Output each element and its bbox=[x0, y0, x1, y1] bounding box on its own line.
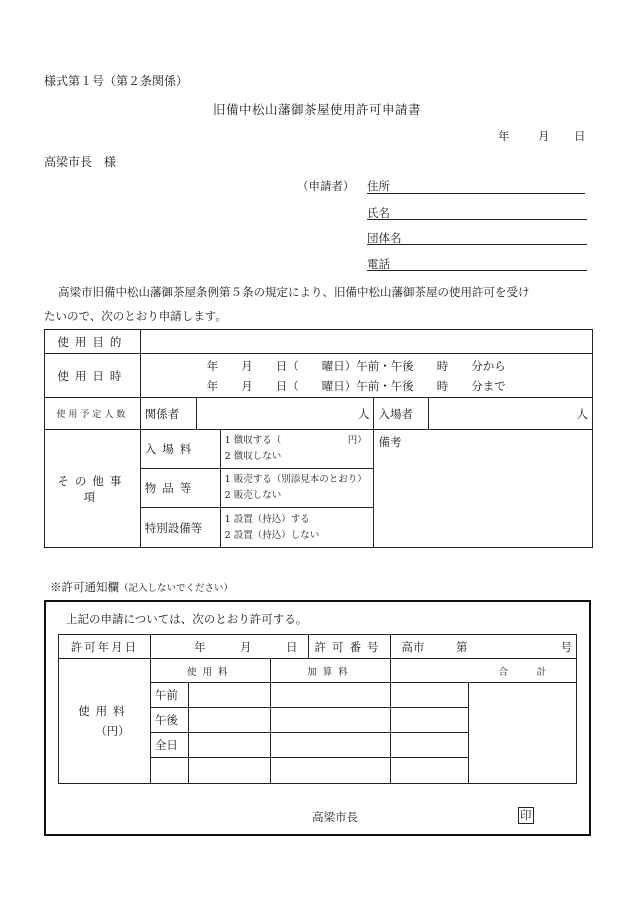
equipment-label: 特別設備等 bbox=[140, 508, 220, 548]
col-fee-header: 使用料 bbox=[150, 659, 270, 683]
staff-label: 関係者 bbox=[140, 398, 196, 430]
pm-fee-cell[interactable] bbox=[188, 708, 270, 733]
visitors-unit: 人 bbox=[576, 406, 588, 421]
visitors-label: 入場者 bbox=[374, 398, 429, 430]
permit-heading-note: （記入しないでください） bbox=[119, 583, 234, 594]
blank-add-cell-2[interactable] bbox=[391, 758, 469, 784]
page-title: 旧備中松山藩御茶屋使用許可申請書 bbox=[213, 102, 422, 117]
staff-unit: 人 bbox=[357, 406, 370, 421]
am-fee-cell[interactable] bbox=[188, 683, 270, 708]
group-field[interactable] bbox=[367, 244, 587, 245]
address-label: 住所 bbox=[367, 179, 390, 193]
staff-count-field[interactable] bbox=[196, 398, 374, 430]
day-add-cell[interactable] bbox=[270, 733, 391, 758]
permit-fee-label: 使用料 bbox=[78, 704, 131, 718]
visitors-count-field[interactable] bbox=[429, 398, 593, 430]
permit-date-value: 年 月 日 bbox=[194, 639, 298, 654]
group-label: 団体名 bbox=[367, 231, 402, 245]
equipment-options[interactable] bbox=[220, 508, 374, 548]
equipment-option-2[interactable]: 2 設置（持込）しない bbox=[224, 529, 320, 541]
goods-option-2[interactable]: 2 販売しない bbox=[224, 490, 282, 501]
permit-box bbox=[44, 600, 591, 836]
permit-number-label: 許可番号 bbox=[308, 635, 391, 659]
remarks-label: 備考 bbox=[378, 435, 402, 449]
permit-number-prefix: 高市 bbox=[401, 639, 425, 654]
date-day: 日 bbox=[574, 129, 586, 143]
permit-fee-label-cell bbox=[59, 659, 151, 784]
other-label: その他事項 bbox=[45, 430, 141, 548]
date-month: 月 bbox=[538, 129, 550, 143]
permit-date-field[interactable] bbox=[150, 635, 308, 659]
blank-label-cell bbox=[150, 758, 188, 784]
permit-heading-label: ※許可通知欄 bbox=[50, 580, 119, 594]
day-fee-cell[interactable] bbox=[188, 733, 270, 758]
date-year: 年 bbox=[498, 129, 510, 143]
am-add-cell-2[interactable] bbox=[391, 683, 469, 708]
equipment-option-1[interactable]: 1 設置（持込）する bbox=[224, 513, 310, 525]
col-total-header: 合 計 bbox=[469, 659, 577, 683]
permit-fee-unit: （円） bbox=[95, 724, 130, 738]
total-cell[interactable] bbox=[469, 683, 577, 784]
blank-fee-cell[interactable] bbox=[188, 758, 270, 784]
purpose-label: 使用目的 bbox=[45, 330, 141, 354]
seal-mark: 印 bbox=[520, 808, 532, 822]
phone-label: 電話 bbox=[367, 257, 390, 271]
permit-number-dai: 第 bbox=[456, 639, 468, 654]
pm-add-cell-2[interactable] bbox=[391, 708, 469, 733]
form-number: 様式第１号（第２条関係） bbox=[44, 74, 189, 88]
planned-people-label: 使用予定人数 bbox=[45, 398, 141, 430]
mayor-signature-label: 高梁市長 bbox=[312, 810, 358, 824]
name-label: 氏名 bbox=[367, 206, 390, 220]
goods-label: 物品等 bbox=[140, 469, 220, 508]
permit-number-field[interactable] bbox=[391, 635, 577, 659]
blank-add-cell[interactable] bbox=[270, 758, 391, 784]
permit-date-label: 許可年月日 bbox=[59, 635, 151, 659]
fee-option-2[interactable]: 2 徴収しない bbox=[224, 451, 282, 462]
row-pm-label: 午後 bbox=[150, 708, 188, 733]
phone-field[interactable] bbox=[367, 270, 587, 271]
goods-option-1[interactable]: 1 販売する（別添見本のとおり） bbox=[224, 474, 367, 485]
datetime-field[interactable] bbox=[140, 354, 592, 398]
application-table bbox=[44, 329, 593, 548]
pm-add-cell[interactable] bbox=[270, 708, 391, 733]
fee-option-1[interactable]: 1 徴収する（ 円） bbox=[224, 435, 367, 446]
permit-statement: 上記の申請については、次のとおり許可する。 bbox=[66, 612, 308, 626]
permit-heading bbox=[50, 579, 233, 595]
purpose-field[interactable] bbox=[140, 330, 592, 354]
row-am-label: 午前 bbox=[150, 683, 188, 708]
datetime-to: 年 月 日（ 曜日）午前・午後 時 分まで bbox=[206, 378, 506, 393]
remarks-field[interactable] bbox=[374, 430, 593, 548]
permit-number-go: 号 bbox=[560, 639, 572, 654]
addressee: 高梁市長 様 bbox=[44, 155, 117, 169]
intro-line-2: たいので、次のとおり申請します。 bbox=[44, 309, 227, 323]
address-field[interactable] bbox=[367, 193, 585, 194]
permit-table bbox=[58, 634, 577, 784]
name-field[interactable] bbox=[367, 219, 587, 220]
datetime-label: 使用日時 bbox=[45, 354, 141, 398]
fee-label: 入場料 bbox=[140, 430, 220, 469]
applicant-label: （申請者） bbox=[297, 179, 355, 193]
intro-line-1: 高梁市旧備中松山藩御茶屋条例第５条の規定により、旧備中松山藩御茶屋の使用許可を受け bbox=[58, 285, 530, 299]
datetime-from: 年 月 日（ 曜日）午前・午後 時 分から bbox=[206, 358, 506, 373]
am-add-cell[interactable] bbox=[270, 683, 391, 708]
fee-options[interactable] bbox=[220, 430, 374, 469]
day-add-cell-2[interactable] bbox=[391, 733, 469, 758]
row-day-label: 全日 bbox=[150, 733, 188, 758]
goods-options[interactable] bbox=[220, 469, 374, 508]
col-add-header: 加算料 bbox=[270, 659, 391, 683]
